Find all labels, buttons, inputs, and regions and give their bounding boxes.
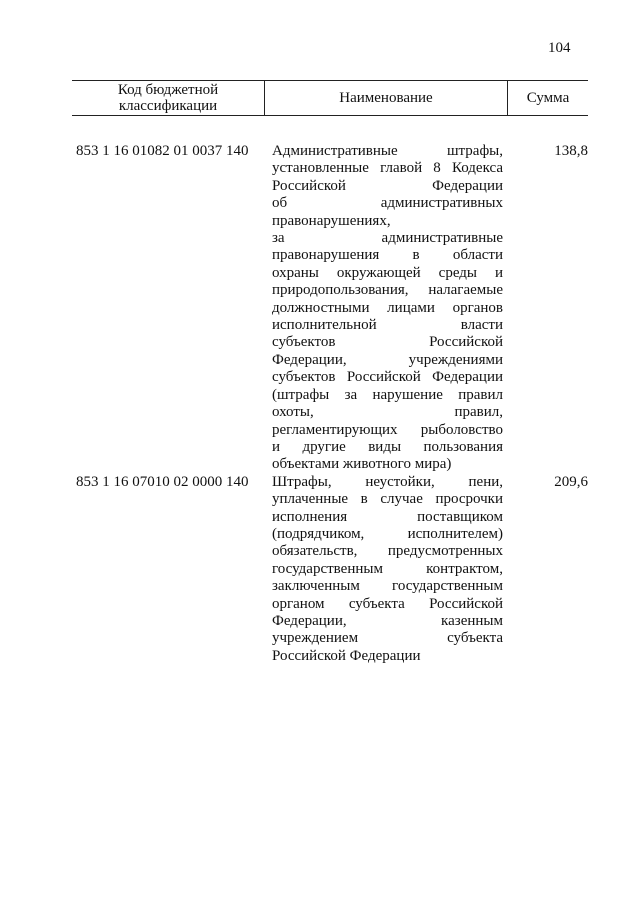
row-name-line: (штрафы за нарушение правил: [272, 386, 503, 403]
row-name-line: и другие виды пользования: [272, 438, 503, 455]
row-name-line: правонарушения в области: [272, 247, 503, 264]
header-name: Наименование: [265, 81, 508, 115]
row-name-line: органом субъекта Российской: [272, 595, 503, 612]
row-name-line: Российской Федерации: [272, 647, 421, 664]
row-name-line: заключенным государственным: [272, 578, 503, 595]
row-name-line: учреждением субъекта: [272, 630, 503, 647]
table-row: [72, 474, 588, 665]
row-name-line: Федерации, казенным: [272, 612, 503, 629]
row-name-line: должностными лицами органов: [272, 299, 503, 316]
row-name-line: исполнения поставщиком: [272, 508, 503, 525]
row-name-line: Российской Федерации: [272, 177, 503, 194]
table-header: [72, 80, 588, 116]
row-name-line: правонарушениях,: [272, 212, 391, 229]
header-code-line1: Код бюджетной: [117, 82, 219, 98]
row-name-line: исполнительной власти: [272, 317, 503, 334]
row-name-line: субъектов Российской Федерации: [272, 369, 503, 386]
row-name-line: об административных: [272, 195, 503, 212]
row-name-line: установленные главой 8 Кодекса: [272, 160, 503, 177]
table-body: [72, 143, 588, 665]
row-name-line: охоты, правил,: [272, 404, 503, 421]
row-name-line: за административные: [272, 230, 503, 247]
row-name-line: обязательств, предусмотренных: [272, 543, 503, 560]
row-sum: 138,8: [554, 143, 588, 159]
header-sum: Сумма: [526, 90, 570, 106]
row-name-line: Федерации, учреждениями: [272, 351, 503, 368]
table-row: [72, 143, 588, 474]
row-code: 853 1 16 07010 02 0000 140: [76, 473, 249, 490]
row-name-line: государственным контрактом,: [272, 560, 503, 577]
row-name: [272, 474, 503, 665]
row-name-line: регламентирующих рыболовство: [272, 421, 503, 438]
header-code-line2: классификации: [118, 98, 218, 114]
page-number: 104: [548, 40, 571, 56]
row-name-line: Административные штрафы,: [272, 143, 503, 159]
row-name-line: субъектов Российской: [272, 334, 503, 351]
budget-table: [72, 80, 588, 665]
row-sum: 209,6: [554, 473, 588, 490]
row-name-line: объектами животного мира): [272, 456, 452, 473]
header-code: [72, 81, 265, 115]
row-name-line: охраны окружающей среды и: [272, 264, 503, 281]
row-name-line: Штрафы, неустойки, пени,: [272, 473, 503, 490]
row-code: 853 1 16 01082 01 0037 140: [76, 143, 249, 159]
row-name: [272, 143, 503, 474]
row-name-line: (подрядчиком, исполнителем): [272, 525, 503, 542]
row-name-line: уплаченные в случае просрочки: [272, 491, 503, 508]
row-name-line: природопользования, налагаемые: [272, 282, 503, 299]
